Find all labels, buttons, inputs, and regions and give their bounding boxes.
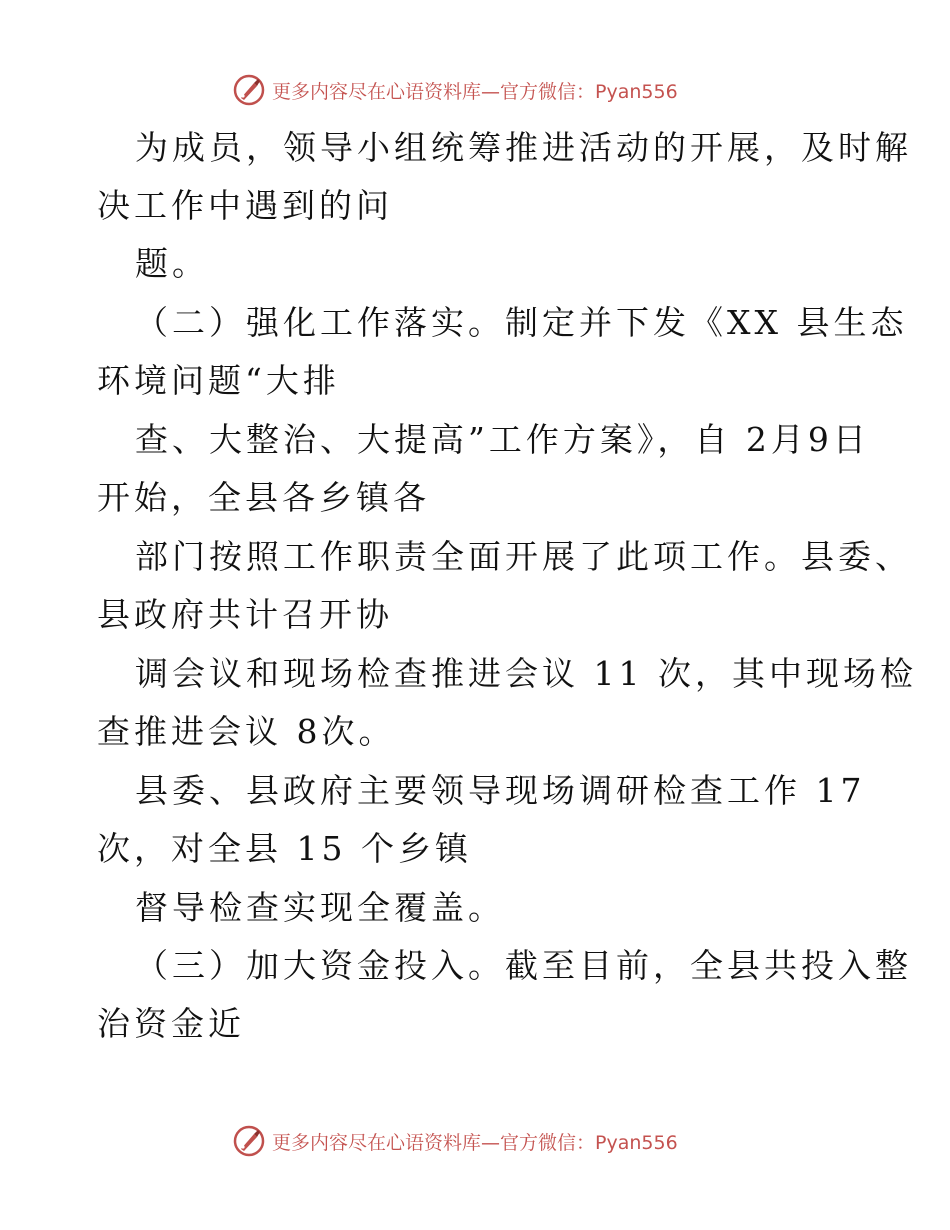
watermark-dash: —: [481, 80, 501, 103]
body-line: 县委、县政府主要领导现场调研检查工作 17: [135, 771, 866, 810]
watermark-wechat: 官方微信：Pyan556: [500, 80, 678, 103]
body-line: （三）加大资金投入。截至目前，全县共投入整: [135, 946, 912, 985]
watermark-site-name: 更多内容尽在心语资料库: [272, 1131, 482, 1154]
body-line: 调会议和现场检查推进会议 11 次，其中现场检: [135, 654, 917, 693]
body-line: 环境问题“大排: [97, 361, 340, 400]
body-line: 查、大整治、大提高”工作方案》，自 2月9日: [135, 420, 870, 459]
body-line: 决工作中遇到的问: [97, 186, 393, 225]
body-line: 县政府共计召开协: [97, 595, 393, 634]
body-line: 查推进会议 8次。: [97, 712, 396, 751]
footer-watermark: [232, 1121, 678, 1161]
pen-logo-icon: [232, 1124, 266, 1158]
body-line: 为成员，领导小组统筹推进活动的开展，及时解: [135, 128, 912, 167]
watermark-dash: —: [481, 1131, 501, 1154]
body-line: （二）强化工作落实。制定并下发《XX 县生态: [135, 303, 908, 342]
body-line: 督导检查实现全覆盖。: [135, 888, 505, 927]
body-line: 治资金近: [97, 1004, 245, 1043]
body-line: 次，对全县 15 个乡镇: [97, 829, 472, 868]
watermark-text: [272, 1128, 678, 1155]
body-line: 开始，全县各乡镇各: [97, 478, 430, 517]
watermark-site-name: 更多内容尽在心语资料库: [272, 80, 482, 103]
watermark-wechat: 官方微信：Pyan556: [500, 1131, 678, 1154]
body-line: 题。: [135, 244, 209, 283]
body-line: 部门按照工作职责全面开展了此项工作。县委、: [135, 537, 912, 576]
